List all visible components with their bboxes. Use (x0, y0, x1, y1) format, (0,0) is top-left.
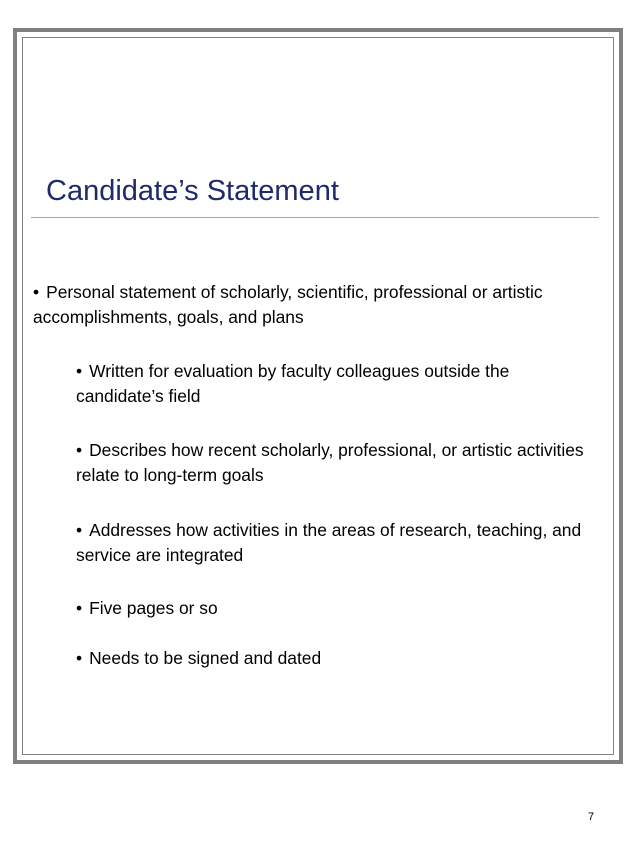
bullet-text: Personal statement of scholarly, scientific, professional or artistic accomplishments, goals, and plans (33, 282, 543, 327)
bullet-text: Written for evaluation by faculty colleagues outside the candidate’s field (76, 361, 510, 406)
page-number: 7 (588, 811, 595, 823)
bullet-item (76, 596, 596, 621)
bullet-glyph: • (76, 598, 83, 618)
bullet-item (76, 438, 596, 488)
bullet-item (76, 518, 596, 568)
bullet-glyph: • (76, 648, 83, 668)
bullet-glyph: • (76, 520, 83, 540)
bullet-item (76, 359, 596, 409)
bullet-glyph: • (76, 361, 83, 381)
bullet-text: Describes how recent scholarly, professional, or artistic activities relate to long-term goals (76, 440, 584, 485)
bullet-text: Addresses how activities in the areas of research, teaching, and service are integrated (76, 520, 582, 565)
bullet-text: Needs to be signed and dated (89, 648, 322, 668)
slide-frame (13, 28, 623, 764)
title-underline (31, 217, 599, 218)
bullet-glyph: • (76, 440, 83, 460)
bullet-text: Five pages or so (89, 598, 218, 618)
bullet-glyph: • (33, 282, 40, 302)
bullet-item (33, 280, 608, 330)
slide-title: Candidate’s Statement (46, 175, 339, 207)
bullet-item (76, 646, 596, 671)
